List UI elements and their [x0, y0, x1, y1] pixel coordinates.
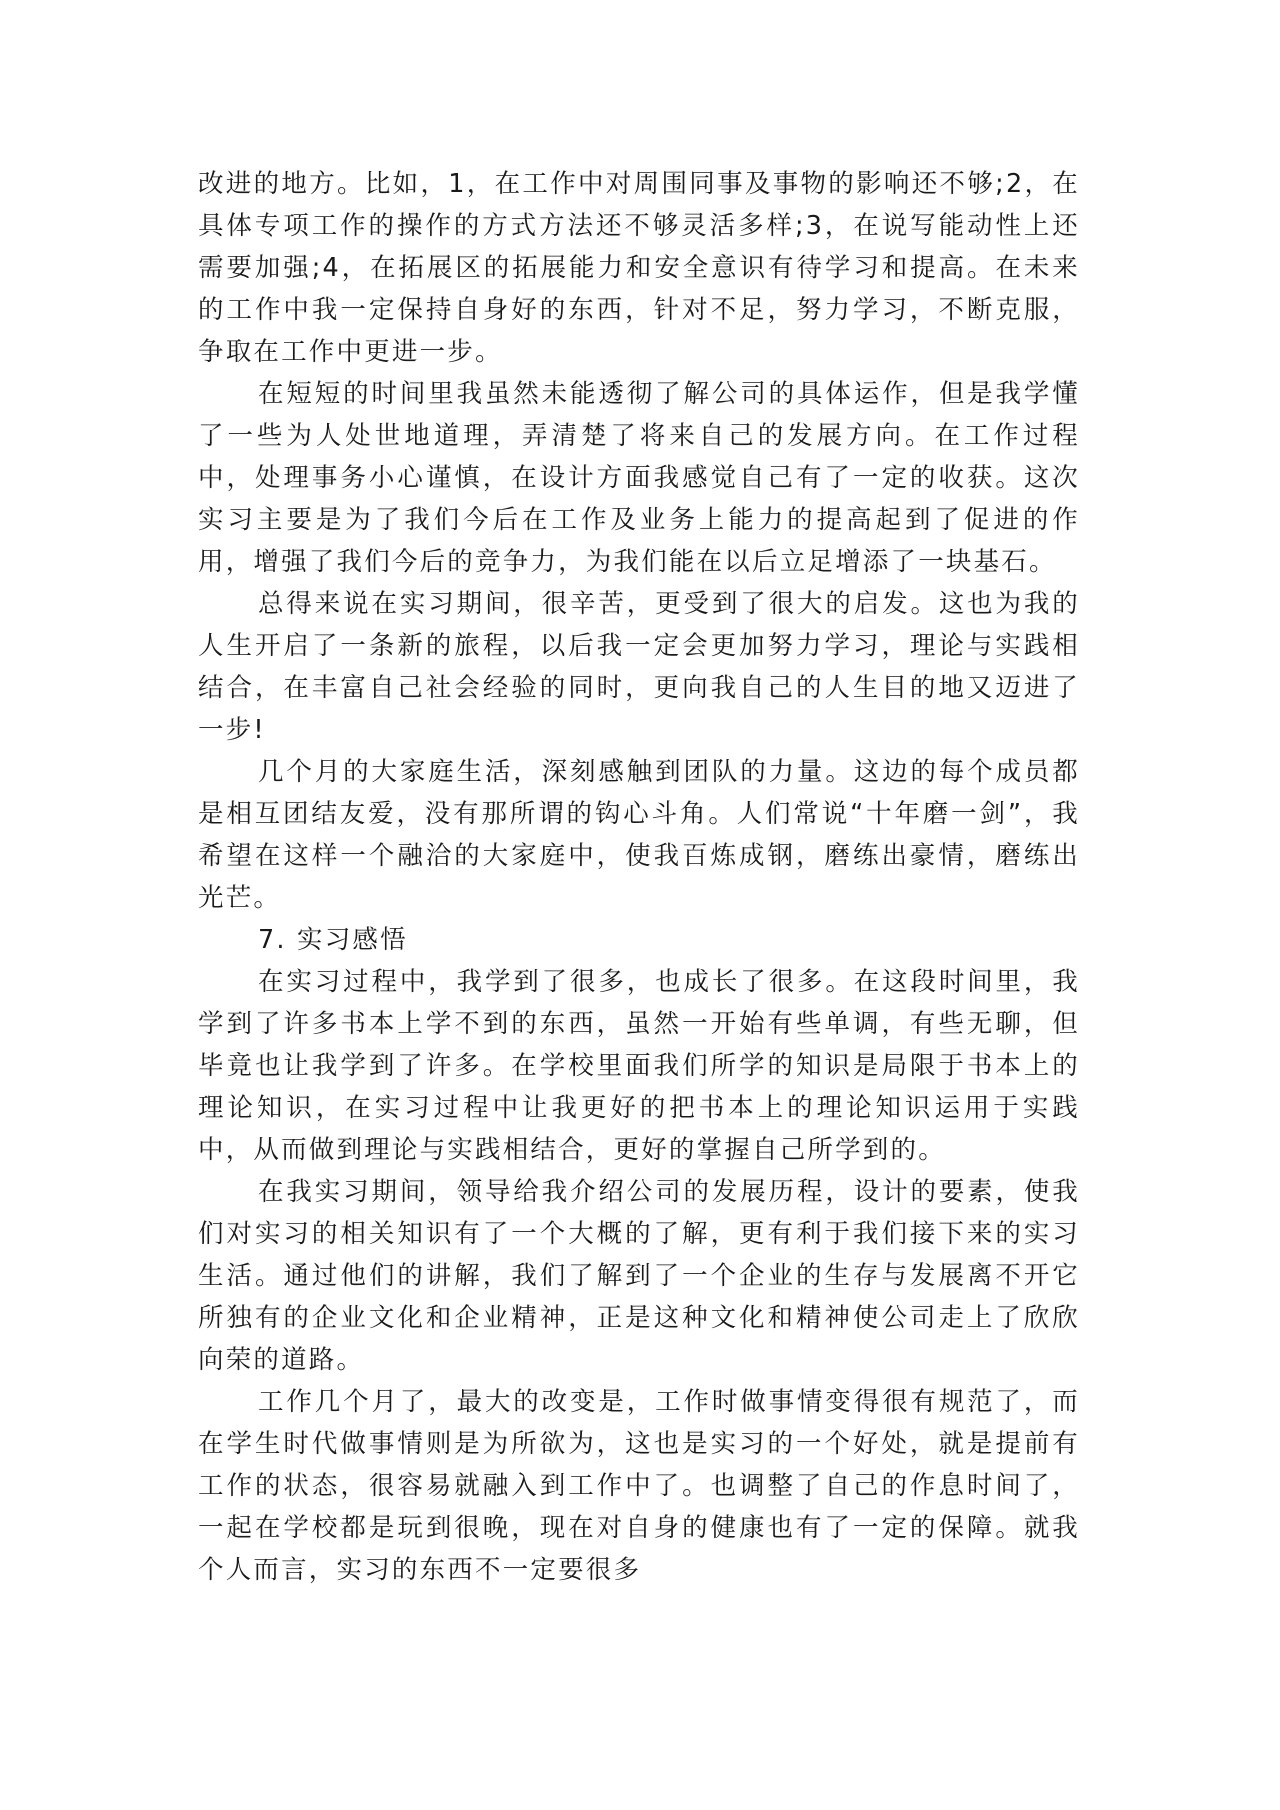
paragraph-company-culture: 在我实习期间，领导给我介绍公司的发展历程，设计的要素，使我们对实习的相关知识有了一个大概的了解，更有利于我们接下来的实习生活。通过他们的讲解，我们了解到了一个企业的生存与发展离不开它所独有的企业文化和企业精神，正是这种文化和精神使公司走上了欣欣向荣的道路。	[198, 1177, 1080, 1375]
paragraph-team-life: 几个月的大家庭生活，深刻感触到团队的力量。这边的每个成员都是相互团结友爱，没有那所谓的钩心斗角。人们常说“十年磨一剑”，我希望在这样一个融洽的大家庭中，使我百炼成钢，磨练出豪情，磨练出光芒。	[198, 757, 1080, 913]
document-body	[198, 163, 1080, 1591]
section-heading-internship-reflections: 7. 实习感悟	[258, 925, 408, 955]
paragraph-biggest-change: 工作几个月了，最大的改变是，工作时做事情变得很有规范了，而在学生时代做事情则是为所欲为，这也是实习的一个好处，就是提前有工作的状态，很容易就融入到工作中了。也调整了自己的作息时间了，一起在学校都是玩到很晚，现在对自身的健康也有了一定的保障。就我个人而言，实习的东西不一定要很多	[198, 1387, 1080, 1585]
paragraph-internship-summary: 总得来说在实习期间，很辛苦，更受到了很大的启发。这也为我的人生开启了一条新的旅程，以后我一定会更加努力学习，理论与实践相结合，在丰富自己社会经验的同时，更向我自己的人生目的地又迈进了一步!	[198, 589, 1080, 745]
paragraph-improvement-points: 改进的地方。比如，1，在工作中对周围同事及事物的影响还不够;2，在具体专项工作的操作的方式方法还不够灵活多样;3，在说写能动性上还需要加强;4，在拓展区的拓展能力和安全意识有待学习和提高。在未来的工作中我一定保持自身好的东西，针对不足，努力学习，不断克服，争取在工作中更进一步。	[198, 169, 1080, 367]
paragraph-short-time-learning: 在短短的时间里我虽然未能透彻了解公司的具体运作，但是我学懂了一些为人处世地道理，弄清楚了将来自己的发展方向。在工作过程中，处理事务小心谨慎，在设计方面我感觉自己有了一定的收获。这次实习主要是为了我们今后在工作及业务上能力的提高起到了促进的作用，增强了我们今后的竞争力，为我们能在以后立足增添了一块基石。	[198, 379, 1080, 577]
paragraph-learning-in-practice: 在实习过程中，我学到了很多，也成长了很多。在这段时间里，我学到了许多书本上学不到的东西，虽然一开始有些单调，有些无聊，但毕竟也让我学到了许多。在学校里面我们所学的知识是局限于书本上的理论知识，在实习过程中让我更好的把书本上的理论知识运用于实践中，从而做到理论与实践相结合，更好的掌握自己所学到的。	[198, 967, 1080, 1165]
